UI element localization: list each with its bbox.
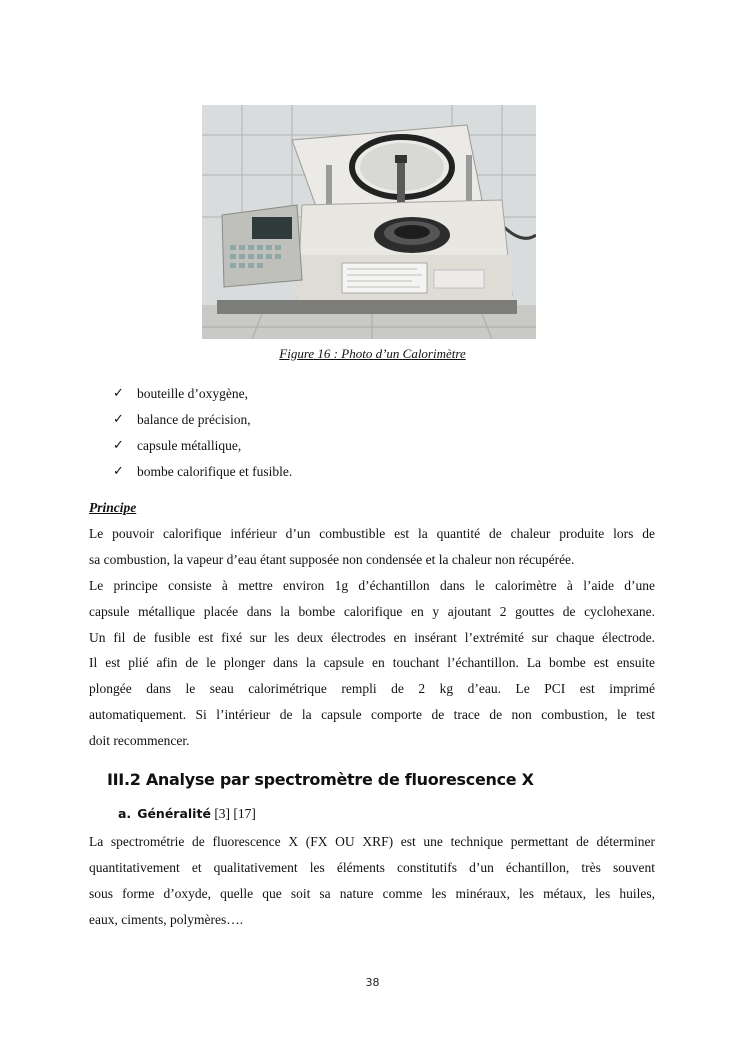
paragraph-line: sous forme d’oxyde, quelle que soit sa nature comme les minéraux, les métaux, les huiles,	[89, 885, 655, 901]
paragraph-line: capsule métallique placée dans la bombe calorifique en y ajoutant 2 gouttes de cyclohexane.	[89, 603, 655, 619]
subsection-number: a.	[118, 806, 132, 821]
paragraph-line: Le pouvoir calorifique inférieur d’un combustible est la quantité de chaleur produite lors de	[89, 526, 655, 541]
paragraph-line: automatiquement. Si l’intérieur de la capsule comporte de trace de non combustion, le test	[89, 707, 655, 723]
section-heading: III.2 Analyse par spectromètre de fluorescence X	[107, 770, 534, 789]
calorimeter-photo	[202, 105, 536, 339]
paragraph-line: Il est plié afin de le plonger dans la capsule en touchant l’échantillon. La bombe est ensuite	[89, 655, 655, 671]
checkmark-icon: ✓	[113, 386, 124, 401]
page-number: 38	[365, 976, 380, 989]
list-item: ✓ bombe calorifique et fusible.	[113, 459, 292, 485]
figure-caption: Figure 16 : Photo d’un Calorimètre	[279, 346, 466, 361]
paragraph-line: quantitativement et qualitativement les éléments constitutifs d’un échantillon, très souvent	[89, 859, 655, 875]
list-item: ✓ balance de précision,	[113, 407, 292, 433]
equipment-list	[113, 381, 292, 485]
list-item: ✓ capsule métallique,	[113, 433, 292, 459]
principe-paragraph	[89, 521, 655, 754]
subsection-label: Généralité	[137, 806, 211, 821]
paragraph-line: La spectrométrie de fluorescence X (FX OU XRF) est une technique permettant de déterminer	[89, 834, 655, 849]
paragraph-line: Le principe consiste à mettre environ 1g d’échantillon dans le calorimètre à l’aide d’une	[89, 577, 655, 593]
paragraph-line: doit recommencer.	[89, 733, 190, 749]
principe-heading: Principe	[89, 500, 137, 515]
generalite-paragraph	[89, 829, 655, 933]
paragraph-line: Un fil de fusible est fixé sur les deux électrodes en insérant l’extrémité sur chaque électrode.	[89, 629, 655, 645]
checkmark-icon: ✓	[113, 464, 124, 479]
paragraph-line: plongée dans le seau calorimétrique rempli de 2 kg d’eau. Le PCI est imprimé	[89, 681, 655, 697]
list-item: ✓ bouteille d’oxygène,	[113, 381, 292, 407]
subsection-refs: [3] [17]	[214, 806, 256, 821]
subsection-heading	[118, 806, 256, 822]
paragraph-line: sa combustion, la vapeur d’eau étant supposée non condensée et la chaleur non récupérée.	[89, 551, 575, 567]
paragraph-line: eaux, ciments, polymères….	[89, 911, 244, 927]
checkmark-icon: ✓	[113, 412, 124, 427]
checkmark-icon: ✓	[113, 438, 124, 453]
